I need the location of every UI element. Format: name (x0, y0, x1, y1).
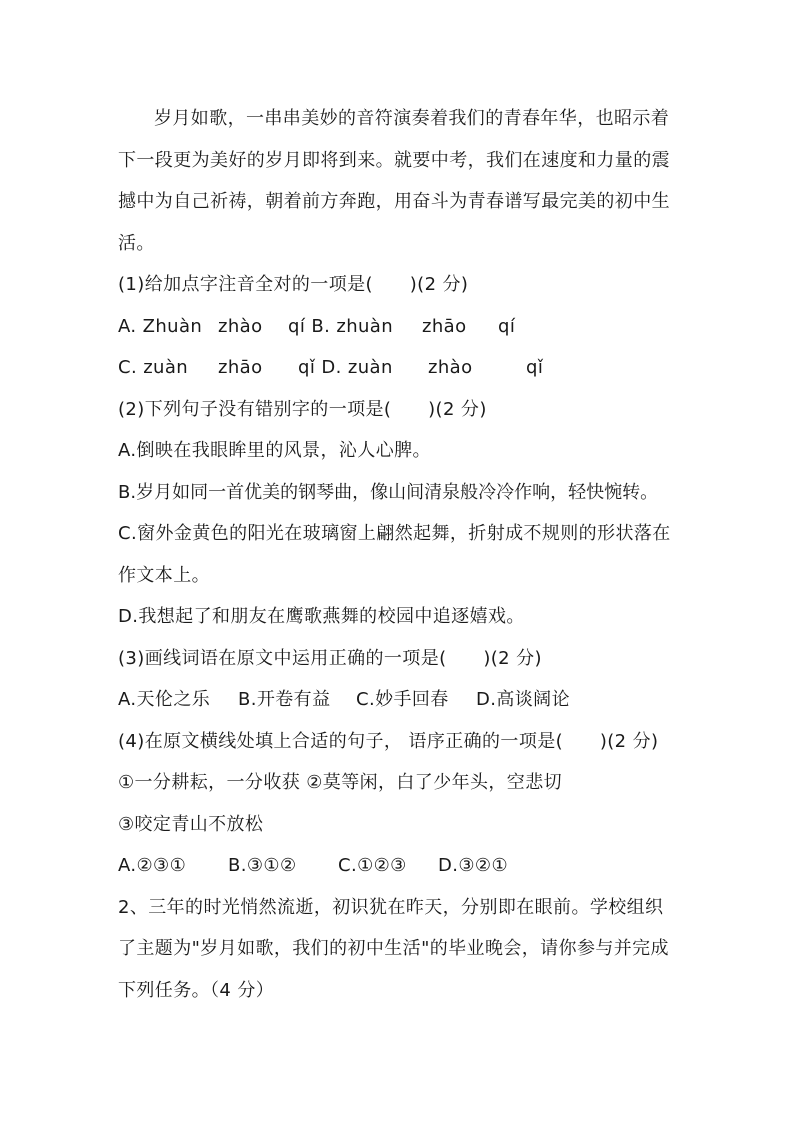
q4-option-d: D.③②① (438, 855, 508, 876)
q1-option-d-syllable-2: zhào (428, 357, 473, 378)
q1-option-c-syllable-1: C. zuàn (118, 357, 189, 378)
passage-line-2: 下一段更为美好的岁月即将到来。就要中考，我们在速度和力量的震 (118, 149, 670, 171)
question-2-option-d: D.我想起了和朋友在鹰歌燕舞的校园中追逐嬉戏。 (118, 606, 525, 627)
passage-line-4: 活。 (118, 232, 155, 254)
q4-option-a: A.②③① (118, 855, 187, 876)
question-4-options (118, 845, 688, 887)
q4-option-c: C.①②③ (338, 855, 407, 876)
question-2-option-a: A.倒映在我眼眸里的风景，沁人心脾。 (118, 440, 431, 461)
question-4-stem: (4)在原文横线处填上合适的句子， 语序正确的一项是( )(2 分) (118, 730, 659, 752)
question-4-sentences-line-1: ①一分耕耘，一分收获 ②莫等闲，白了少年头，空悲切 (118, 772, 562, 793)
question-2-stem: (2)下列句子没有错别字的一项是( )(2 分) (118, 398, 487, 420)
q4-option-b: B.③①② (228, 855, 297, 876)
q1-option-a-syllable-3-option-b-syllable-1: qí B. zhuàn (288, 315, 394, 337)
question-1-stem: (1)给加点字注音全对的一项是( )(2 分) (118, 274, 469, 295)
question-2-option-c-line-2: 作文本上。 (118, 564, 210, 586)
q3-option-a: A.天伦之乐 (118, 689, 211, 710)
document-page (118, 98, 688, 1011)
q1-option-c-syllable-3-option-d-syllable-1: qǐ D. zuàn (298, 357, 393, 378)
passage-line-3: 撼中为自己祈祷，朝着前方奔跑，用奋斗为青春谱写最完美的初中生 (118, 191, 670, 212)
q1-option-b-syllable-3: qí (498, 315, 516, 337)
q3-option-d: D.高谈阔论 (476, 689, 570, 710)
task-2-line-3: 下列任务。（4 分） (118, 979, 275, 1001)
question-1-options-row-2 (118, 347, 688, 389)
q3-option-c: C.妙手回春 (356, 689, 449, 710)
q1-option-b-syllable-2: zhāo (422, 315, 467, 337)
question-3-stem: (3)画线词语在原文中运用正确的一项是( )(2 分) (118, 647, 542, 669)
question-1-options-row-1 (118, 306, 688, 348)
task-2-line-1: 2、三年的时光悄然流逝，初识犹在昨天，分别即在眼前。学校组织 (118, 896, 664, 918)
q1-option-a-syllable-2: zhào (218, 315, 263, 337)
question-2-option-c-line-1: C.窗外金黄色的阳光在玻璃窗上翩然起舞，折射成不规则的形状落在 (118, 523, 671, 544)
passage-line-1: 岁月如歌，一串串美妙的音符演奏着我们的青春年华，也昭示着 (154, 108, 670, 129)
task-2-line-2: 了主题为"岁月如歌，我们的初中生活"的毕业晚会，请你参与并完成 (118, 938, 669, 959)
q1-option-c-syllable-2: zhāo (218, 357, 263, 378)
question-2-option-b: B.岁月如同一首优美的钢琴曲，像山间清泉般冷冷作响，轻快惋转。 (118, 481, 659, 503)
question-4-sentences-line-2: ③咬定青山不放松 (118, 813, 264, 835)
q3-option-b: B.开卷有益 (238, 689, 331, 710)
question-3-options (118, 679, 688, 721)
q1-option-d-syllable-3: qǐ (526, 357, 544, 378)
q1-option-a-syllable-1: A. Zhuàn (118, 315, 203, 337)
